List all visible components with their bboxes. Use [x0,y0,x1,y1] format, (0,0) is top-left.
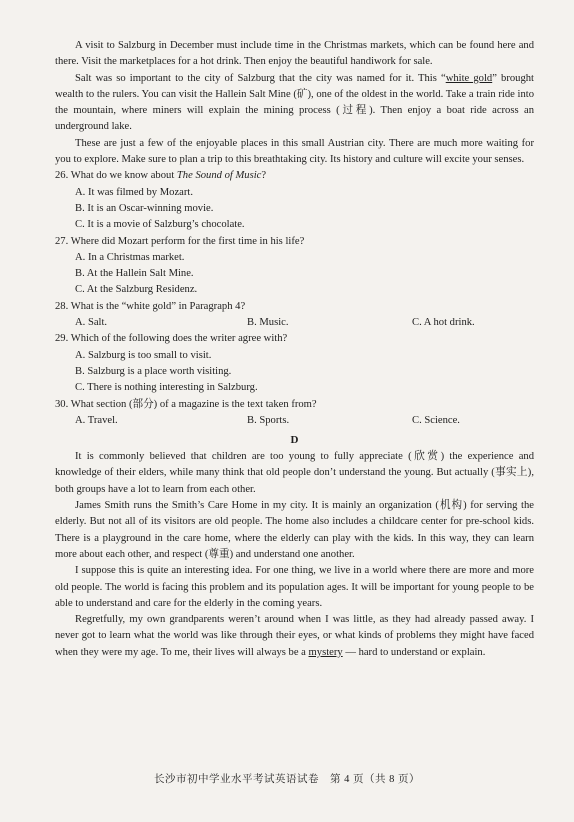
option-b: B. At the Hallein Salt Mine. [75,268,194,280]
option-c: C. Science. [412,414,460,426]
question-29 [55,331,534,396]
option-c: C. There is nothing interesting in Salzburg. [75,382,258,394]
option-c: C. A hot drink. [412,317,475,329]
italic-title: The Sound of Music [176,170,262,182]
option-b: B. Sports. [247,414,290,426]
option-a: A. It was filmed by Mozart. [75,186,193,198]
question-text: 27. Where did Mozart perform for the first time in his life? [55,235,305,247]
options-row [75,413,534,429]
text-run: — hard to understand or explain. [342,646,486,658]
passage-d-paragraph-2: James Smith runs the Smith’s Care Home in my city. It is mainly an organization (机构) for serving the elderly. But not all of its visitors are old people. The home also includes a childcare center for pre-school kids. There is a playground in the care home, where the elderly can play with the kids. In this way, they can learn more about each other, and respect (尊重) and understand one another. [55,500,534,560]
passage-d-paragraph-1: It is commonly believed that children are too young to fully appreciate (欣赏) the experience and knowledge of their elders, while many think that old people don’t understand the young. But actually (事实上), both groups have a lot to learn from each other. [55,451,534,495]
passage-c-paragraph-1: A visit to Salzburg in December must include time in the Christmas markets, which can be found here and there. Visit the marketplaces for a hot drink. Then enjoy the beautiful handiwork for sale. [55,40,534,68]
question-text [55,168,534,184]
passage-d-paragraph-4 [55,612,534,661]
text-run: 26. What do we know about [55,170,177,182]
option-b: B. Music. [247,317,289,329]
text-run: ? [261,170,267,182]
text-run: Regretfully, my own grandparents weren’t around when I was little, as they had already passed away. I never got to learn what the world was like through their eyes, or what kinds of problems they might have faced when they were my age. To me, their lives will always be a [55,614,534,658]
option-a: A. Travel. [75,414,118,426]
option-a: A. Salt. [75,317,108,329]
question-30 [55,397,534,430]
options-row [75,315,534,331]
text-run: ” brought wealth to the rulers. You can visit the Hallein Salt Mine (矿), one of the oldest in the world. Take a train ride into the mountain, where miners will explain the mining process (过程). Then enjoy a boat ride across an underground lake. [55,72,534,133]
passage-c-paragraph-2 [55,71,534,136]
text-run: Salt was so important to the city of Salzburg that the city was named for it. This “ [75,72,446,84]
underlined-phrase: white gold [445,72,493,84]
passage-d-paragraph-3: I suppose this is quite an interesting idea. For one thing, we live in a world where there are more and more old people. The world is facing this problem and its population ages. It will be important for young people to be able to understand and care for the elderly in the coming years. [55,565,534,609]
option-b: B. It is an Oscar-winning movie. [75,202,214,214]
question-text: 30. What section (部分) of a magazine is the text taken from? [55,398,317,410]
option-a: A. Salzburg is too small to visit. [75,349,212,361]
passage-c-paragraph-3: These are just a few of the enjoyable places in this small Austrian city. There are much more waiting for you to explore. Make sure to plan a trip to this breathtaking city. Its history and culture will excite your senses. [55,137,534,166]
option-c: C. It is a movie of Salzburg’s chocolate. [75,219,245,231]
question-text: 29. Which of the following does the writer agree with? [55,333,288,345]
question-28 [55,299,534,332]
question-26 [55,168,534,233]
page-footer: 长沙市初中学业水平考试英语试卷 第 4 页（共 8 页） [154,774,420,785]
option-c: C. At the Salzburg Residenz. [75,284,198,296]
question-27 [55,234,534,299]
question-text: 28. What is the “white gold” in Paragraph 4? [55,300,246,312]
option-b: B. Salzburg is a place worth visiting. [75,365,232,377]
section-heading: D [290,434,299,447]
underlined-word: mystery [308,646,343,658]
option-a: A. In a Christmas market. [75,251,185,263]
